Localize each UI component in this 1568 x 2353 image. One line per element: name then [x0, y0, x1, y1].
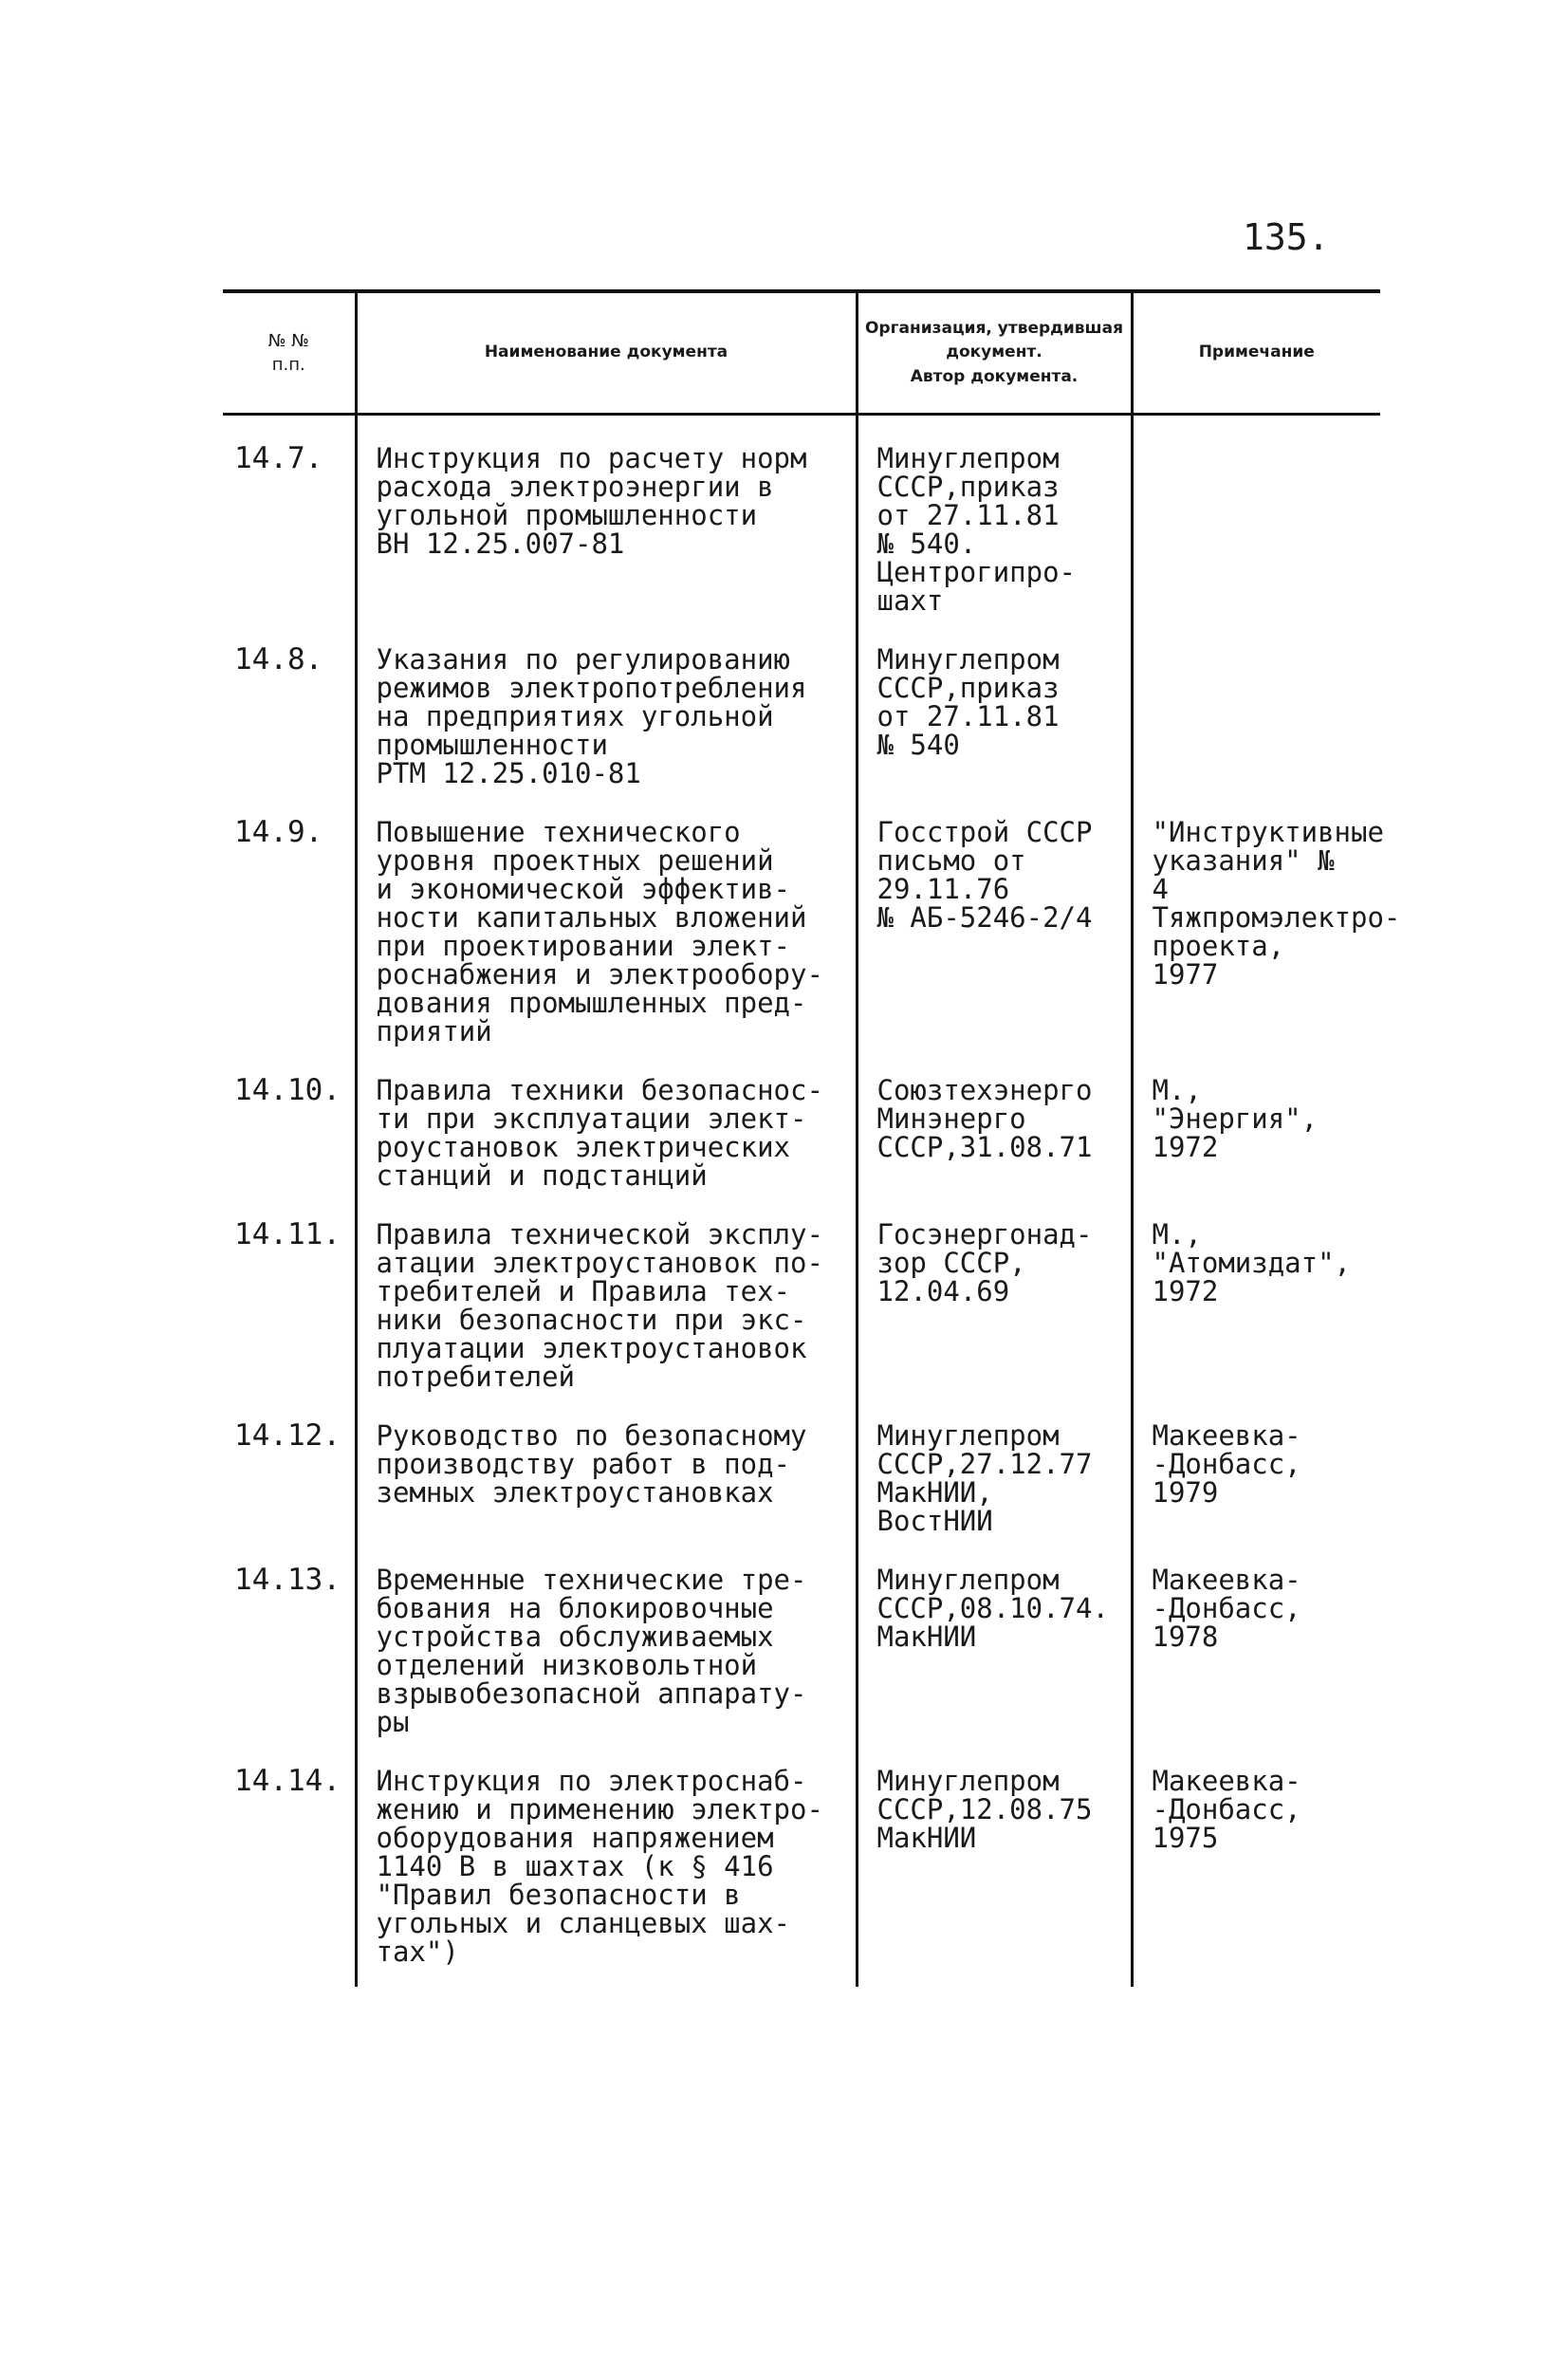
- row-name: Руководство по безопасному производству работ в под- земных электроустановках: [356, 1412, 857, 1556]
- row-note: [1132, 415, 1380, 637]
- row-num: 14.7.: [223, 415, 356, 637]
- header-org: [857, 291, 1132, 415]
- row-org: Минуглепром СССР,27.12.77 МакНИИ, ВостНИИ: [857, 1412, 1132, 1556]
- row-note: Макеевка- -Донбасс, 1978: [1152, 1564, 1301, 1653]
- table-row: [223, 1757, 1380, 1987]
- table-row: [223, 1412, 1380, 1556]
- row-name: Правила техники безопаснос- ти при эксплуатации элект- роустановок электрических станций и подстанций: [356, 1066, 857, 1211]
- row-num: 14.11.: [223, 1211, 356, 1412]
- row-num: 14.10.: [223, 1066, 356, 1211]
- row-org: Минуглепром СССР,приказ от 27.11.81 № 540. Центрогипро- шахт: [857, 415, 1132, 637]
- table-row: [223, 808, 1380, 1066]
- row-note: Макеевка- -Донбасс, 1979: [1152, 1419, 1301, 1509]
- row-org: Минуглепром СССР,12.08.75 МакНИИ: [857, 1757, 1132, 1987]
- row-name: Инструкция по расчету норм расхода электроэнергии в угольной промышленности ВН 12.25.007-81: [356, 415, 857, 637]
- table-row: [223, 636, 1380, 808]
- row-note: М., "Энергия", 1972: [1152, 1074, 1319, 1163]
- row-name: Инструкция по электроснаб- жению и применению электро- оборудования напряжением 1140 В в шахтах (к § 416 "Правил безопасности в угольных и сланцевых шах- тах"): [356, 1757, 857, 1987]
- row-num: 14.8.: [223, 636, 356, 808]
- table-row: [223, 1066, 1380, 1211]
- table-row: [223, 1211, 1380, 1412]
- row-note: [1132, 636, 1380, 808]
- header-note-label: Примечание: [1198, 343, 1315, 362]
- row-note: М., "Атомиздат", 1972: [1152, 1218, 1352, 1307]
- header-name: [356, 291, 857, 415]
- row-name: Временные технические тре- бования на блокировочные устройства обслуживаемых отделений низковольтной взрывобезопасной аппарату- ры: [356, 1556, 857, 1757]
- header-num: [223, 291, 356, 415]
- row-name: Повышение технического уровня проектных решений и экономической эффектив- ности капитальных вложений при проектировании элект- роснабжения и электрообору- дования промышленных пред- приятий: [356, 808, 857, 1066]
- row-note: Макеевка- -Донбасс, 1975: [1152, 1765, 1301, 1854]
- row-name: Указания по регулированию режимов электропотребления на предприятиях угольной промышленности РТМ 12.25.010-81: [356, 636, 857, 808]
- header-org-label: Организация, утвердившая документ. Автор документа.: [864, 318, 1124, 386]
- table-row: [223, 415, 1380, 637]
- table-header-row: [223, 291, 1380, 415]
- row-num: 14.12.: [223, 1412, 356, 1556]
- row-num: 14.9.: [223, 808, 356, 1066]
- row-org: Госэнергонад- зор СССР, 12.04.69: [857, 1211, 1132, 1412]
- table-row: [223, 1556, 1380, 1757]
- header-num-label: № № п.п.: [267, 330, 309, 375]
- row-note: "Инструктивные указания" № 4 Тяжпромэлектро- проекта, 1977: [1152, 816, 1401, 991]
- page-number: 135.: [1243, 216, 1330, 258]
- header-name-label: Наименование документа: [484, 343, 729, 362]
- row-num: 14.14.: [223, 1757, 356, 1987]
- row-name: Правила технической эксплу- атации электроустановок по- требителей и Правила тех- ники безопасности при экс- плуатации электроустановок потребителей: [356, 1211, 857, 1412]
- row-org: Минуглепром СССР,08.10.74. МакНИИ: [857, 1556, 1132, 1757]
- row-org: Минуглепром СССР,приказ от 27.11.81 № 540: [857, 636, 1132, 808]
- header-note: [1132, 291, 1380, 415]
- row-org: Госстрой СССР письмо от 29.11.76 № АБ-5246-2/4: [857, 808, 1132, 1066]
- row-org: Союзтехэнерго Минэнерго СССР,31.08.71: [857, 1066, 1132, 1211]
- documents-table: [223, 289, 1401, 1987]
- row-num: 14.13.: [223, 1556, 356, 1757]
